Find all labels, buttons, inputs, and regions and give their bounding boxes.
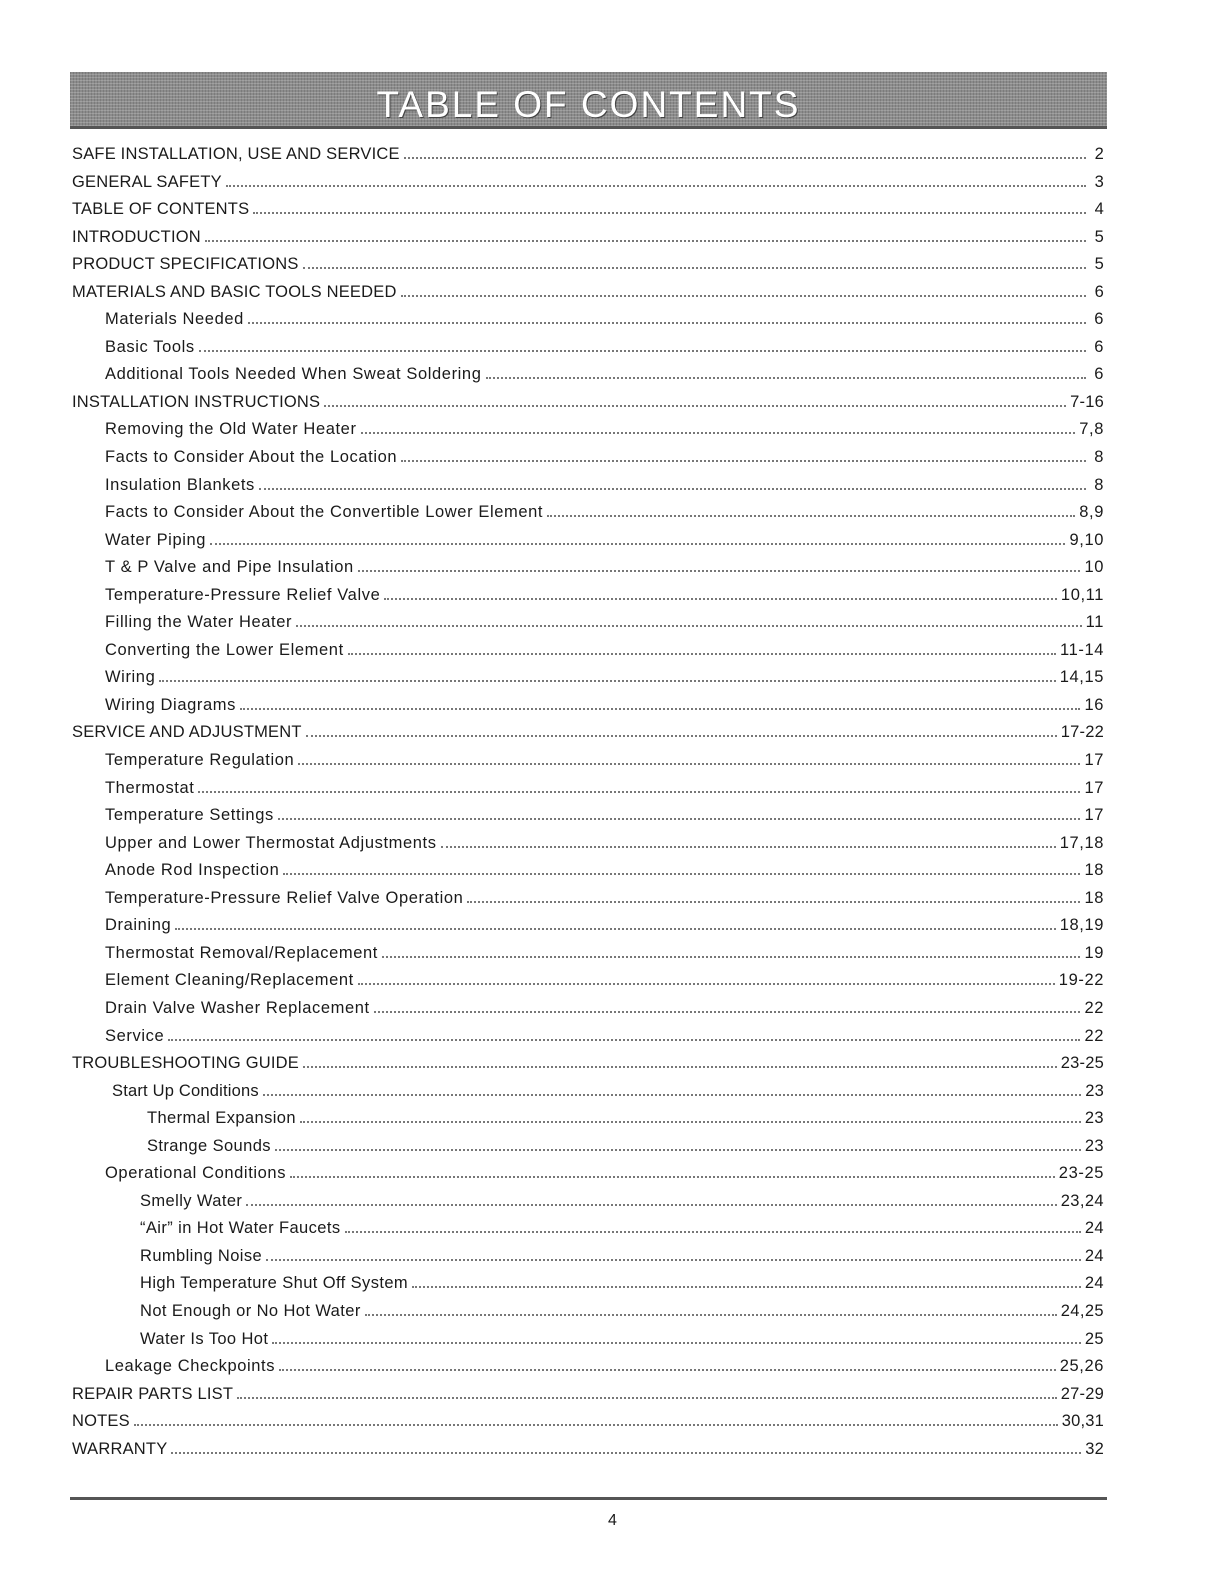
toc-entry-page: 23: [1084, 1136, 1104, 1155]
dot-leader: [401, 460, 1086, 462]
toc-entry-page: 19: [1084, 943, 1104, 962]
toc-entry: [72, 1192, 1104, 1220]
toc-entry-title: Materials Needed: [105, 310, 244, 329]
dot-leader: [199, 350, 1086, 352]
toc-entry-title: Facts to Consider About the Convertible Lower Element: [105, 503, 544, 522]
toc-entry-title: Not Enough or No Hot Water: [140, 1301, 361, 1320]
dot-leader: [358, 570, 1081, 572]
toc-entry-title: High Temperature Shut Off System: [140, 1274, 409, 1293]
toc-entry: [72, 1109, 1104, 1137]
toc-entry-page: 24: [1084, 1246, 1104, 1265]
toc-entry-title: PRODUCT SPECIFICATIONS: [72, 255, 299, 274]
page-title: TABLE OF CONTENTS: [376, 84, 801, 125]
dot-leader: [382, 956, 1081, 958]
toc-entry: [72, 338, 1104, 366]
toc-entry-title: Facts to Consider About the Location: [105, 448, 398, 467]
toc-entry-page: 18: [1084, 861, 1104, 880]
toc-entry-page: 24: [1084, 1219, 1104, 1238]
toc-entry-page: 16: [1084, 695, 1104, 714]
dot-leader: [365, 1314, 1057, 1316]
toc-entry-page: 17-22: [1060, 723, 1104, 742]
toc-entry: [72, 1054, 1104, 1082]
toc-entry: [72, 200, 1104, 228]
toc-entry-title: INSTALLATION INSTRUCTIONS: [72, 392, 321, 411]
toc-entry-page: 32: [1085, 1439, 1104, 1458]
dot-leader: [467, 901, 1080, 903]
dot-leader: [283, 873, 1080, 875]
toc-entry: [72, 751, 1104, 779]
dot-leader: [198, 791, 1080, 793]
toc-entry: [72, 448, 1104, 476]
toc-entry-title: Draining: [105, 916, 172, 935]
dot-leader: [384, 598, 1057, 600]
toc-entry-page: 17: [1084, 751, 1104, 770]
toc-entry-title: Strange Sounds: [147, 1136, 271, 1155]
dot-leader: [290, 1176, 1055, 1178]
toc-entry-page: 22: [1084, 998, 1104, 1017]
toc-entry-title: Temperature Settings: [105, 806, 274, 825]
toc-entry-title: “Air” in Hot Water Faucets: [140, 1219, 341, 1238]
toc-entry: [72, 1164, 1104, 1192]
toc-entry-page: 23-25: [1060, 1054, 1104, 1073]
toc-entry: [72, 668, 1104, 696]
dot-leader: [253, 212, 1086, 214]
toc-entry-page: 9,10: [1069, 530, 1104, 549]
toc-entry-title: Basic Tools: [105, 337, 195, 356]
toc-entry-page: 17,18: [1059, 833, 1104, 852]
toc-entry: [72, 1247, 1104, 1275]
toc-entry-title: Additional Tools Needed When Sweat Soldering: [105, 365, 482, 384]
dot-leader: [275, 1149, 1081, 1151]
dot-leader: [171, 1452, 1081, 1454]
toc-entry-title: Anode Rod Inspection: [105, 861, 280, 880]
dot-leader: [296, 625, 1082, 627]
dot-leader: [259, 488, 1086, 490]
toc-entry: [72, 1027, 1104, 1055]
dot-leader: [412, 1286, 1081, 1288]
toc-entry: [72, 1274, 1104, 1302]
toc-entry: [72, 1440, 1104, 1468]
toc-entry: [72, 393, 1104, 421]
toc-entry: [72, 586, 1104, 614]
toc-entry-page: 8: [1094, 475, 1104, 494]
toc-entry: [72, 1137, 1104, 1165]
toc-entry-title: MATERIALS AND BASIC TOOLS NEEDED: [72, 282, 397, 301]
toc-entry: [72, 944, 1104, 972]
toc-entry: [72, 613, 1104, 641]
toc-entry-title: SERVICE AND ADJUSTMENT: [72, 723, 302, 742]
dot-leader: [248, 322, 1086, 324]
toc-entry: [72, 641, 1104, 669]
toc-entry-title: TABLE OF CONTENTS: [72, 200, 250, 219]
toc-entry: [72, 558, 1104, 586]
toc-entry-page: 18: [1084, 888, 1104, 907]
toc-entry-title: WARRANTY: [72, 1439, 168, 1458]
toc-entry-page: 7,8: [1079, 420, 1104, 439]
toc-entry-title: Insulation Blankets: [105, 475, 255, 494]
dot-leader: [279, 1369, 1056, 1371]
dot-leader: [298, 763, 1080, 765]
toc-entry-page: 23-25: [1058, 1164, 1104, 1183]
toc-entry-title: Temperature-Pressure Relief Valve: [105, 585, 381, 604]
toc-entry-title: Smelly Water: [140, 1191, 243, 1210]
toc-entry: [72, 420, 1104, 448]
toc-entry: [72, 1082, 1104, 1110]
toc-entry: [72, 531, 1104, 559]
toc-entry-title: Thermal Expansion: [147, 1109, 296, 1128]
toc-entry-page: 6: [1094, 310, 1104, 329]
toc-entry-title: Start Up Conditions: [112, 1081, 259, 1100]
toc-entry-title: NOTES: [72, 1412, 130, 1431]
toc-entry-page: 17: [1084, 806, 1104, 825]
toc-entry: [72, 916, 1104, 944]
dot-leader: [240, 708, 1081, 710]
dot-leader: [345, 1231, 1081, 1233]
toc-entry: [72, 1330, 1104, 1358]
toc-entry-page: 2: [1094, 145, 1104, 163]
dot-leader: [486, 377, 1087, 379]
toc-entry: [72, 723, 1104, 751]
toc-entry: [72, 476, 1104, 504]
toc-entry: [72, 173, 1104, 201]
dot-leader: [159, 680, 1055, 682]
toc-entry-title: Wiring: [105, 668, 156, 687]
dot-leader: [278, 818, 1081, 820]
dot-leader: [303, 1066, 1057, 1068]
toc-entry-page: 22: [1084, 1026, 1104, 1045]
toc-entry-page: 25: [1084, 1329, 1104, 1348]
toc-entry-title: Water Piping: [105, 530, 207, 549]
dot-leader: [374, 1011, 1081, 1013]
dot-leader: [263, 1094, 1081, 1096]
toc-entry: [72, 503, 1104, 531]
toc-entry-page: 11-14: [1060, 640, 1104, 659]
toc-entry-page: 19-22: [1058, 971, 1104, 990]
table-of-contents: [72, 145, 1104, 1467]
toc-entry-page: 18,19: [1059, 916, 1104, 935]
toc-entry-title: Temperature Regulation: [105, 751, 295, 770]
toc-entry-page: 6: [1094, 282, 1104, 301]
dot-leader: [175, 928, 1055, 930]
dot-leader: [272, 1342, 1080, 1344]
toc-entry-title: Leakage Checkpoints: [105, 1357, 276, 1376]
toc-entry-title: Upper and Lower Thermostat Adjustments: [105, 833, 437, 852]
toc-entry: [72, 806, 1104, 834]
toc-entry-page: 23,24: [1060, 1191, 1104, 1210]
toc-entry-page: 3: [1094, 172, 1104, 191]
toc-entry: [72, 861, 1104, 889]
dot-leader: [404, 157, 1086, 159]
dot-leader: [134, 1424, 1058, 1426]
toc-entry: [72, 1412, 1104, 1440]
toc-entry-page: 6: [1094, 365, 1104, 384]
toc-entry-title: REPAIR PARTS LIST: [72, 1384, 234, 1403]
toc-entry-title: Wiring Diagrams: [105, 695, 236, 714]
toc-entry-title: SAFE INSTALLATION, USE AND SERVICE: [72, 145, 400, 163]
toc-entry-title: Rumbling Noise: [140, 1246, 263, 1265]
toc-entry-page: 23: [1084, 1109, 1104, 1128]
toc-entry-title: TROUBLESHOOTING GUIDE: [72, 1054, 299, 1073]
toc-entry-title: Operational Conditions: [105, 1164, 287, 1183]
toc-entry-page: 10: [1084, 558, 1104, 577]
toc-entry-page: 6: [1094, 337, 1104, 356]
toc-entry-title: Service: [105, 1026, 165, 1045]
toc-entry: [72, 696, 1104, 724]
toc-entry-page: 17: [1084, 778, 1104, 797]
dot-leader: [547, 515, 1075, 517]
title-banner: [70, 72, 1107, 129]
toc-entry-page: 8,9: [1079, 503, 1104, 522]
toc-entry-page: 30,31: [1061, 1412, 1104, 1431]
footer-divider: [70, 1497, 1107, 1500]
toc-entry: [72, 1357, 1104, 1385]
toc-entry-page: 8: [1094, 448, 1104, 467]
dot-leader: [300, 1121, 1081, 1123]
toc-entry: [72, 999, 1104, 1027]
toc-entry: [72, 779, 1104, 807]
dot-leader: [205, 240, 1086, 242]
toc-entry: [72, 365, 1104, 393]
dot-leader: [306, 735, 1057, 737]
toc-entry-page: 5: [1094, 227, 1104, 246]
toc-entry-page: 24: [1084, 1274, 1104, 1293]
toc-entry-title: Thermostat: [105, 778, 195, 797]
toc-entry: [72, 310, 1104, 338]
toc-entry-title: Thermostat Removal/Replacement: [105, 943, 378, 962]
toc-entry-title: Element Cleaning/Replacement: [105, 971, 354, 990]
toc-entry-title: GENERAL SAFETY: [72, 172, 222, 191]
toc-entry-title: Drain Valve Washer Replacement: [105, 998, 370, 1017]
toc-entry-page: 11: [1085, 613, 1104, 632]
toc-entry-title: Removing the Old Water Heater: [105, 420, 357, 439]
toc-entry-title: INTRODUCTION: [72, 227, 201, 246]
toc-entry: [72, 145, 1104, 173]
toc-entry: [72, 834, 1104, 862]
dot-leader: [237, 1397, 1057, 1399]
toc-entry-page: 27-29: [1060, 1384, 1104, 1403]
dot-leader: [348, 653, 1056, 655]
toc-entry-page: 25,26: [1059, 1357, 1104, 1376]
toc-entry-page: 14,15: [1059, 668, 1104, 687]
dot-leader: [441, 846, 1056, 848]
toc-entry-title: T & P Valve and Pipe Insulation: [105, 558, 354, 577]
toc-entry-title: Water Is Too Hot: [140, 1329, 269, 1348]
toc-entry: [72, 889, 1104, 917]
dot-leader: [303, 267, 1086, 269]
dot-leader: [361, 432, 1076, 434]
toc-entry-page: 4: [1094, 200, 1104, 219]
dot-leader: [210, 543, 1065, 545]
toc-entry-page: 23: [1085, 1081, 1104, 1100]
dot-leader: [324, 405, 1066, 407]
toc-entry-page: 24,25: [1060, 1301, 1104, 1320]
toc-entry: [72, 971, 1104, 999]
dot-leader: [168, 1039, 1080, 1041]
toc-entry-title: Filling the Water Heater: [105, 613, 293, 632]
toc-entry: [72, 283, 1104, 311]
toc-entry: [72, 255, 1104, 283]
dot-leader: [246, 1204, 1056, 1206]
dot-leader: [226, 185, 1086, 187]
page-number: 4: [608, 1512, 617, 1529]
toc-entry-title: Converting the Lower Element: [105, 640, 344, 659]
toc-entry-page: 5: [1094, 255, 1104, 274]
toc-entry: [72, 1302, 1104, 1330]
dot-leader: [358, 983, 1055, 985]
toc-entry: [72, 1219, 1104, 1247]
toc-entry-title: Temperature-Pressure Relief Valve Operation: [105, 888, 464, 907]
toc-entry: [72, 228, 1104, 256]
dot-leader: [266, 1259, 1081, 1261]
toc-entry: [72, 1385, 1104, 1413]
toc-entry-page: 7-16: [1070, 392, 1104, 411]
toc-entry-page: 10,11: [1060, 585, 1104, 604]
dot-leader: [401, 295, 1086, 297]
